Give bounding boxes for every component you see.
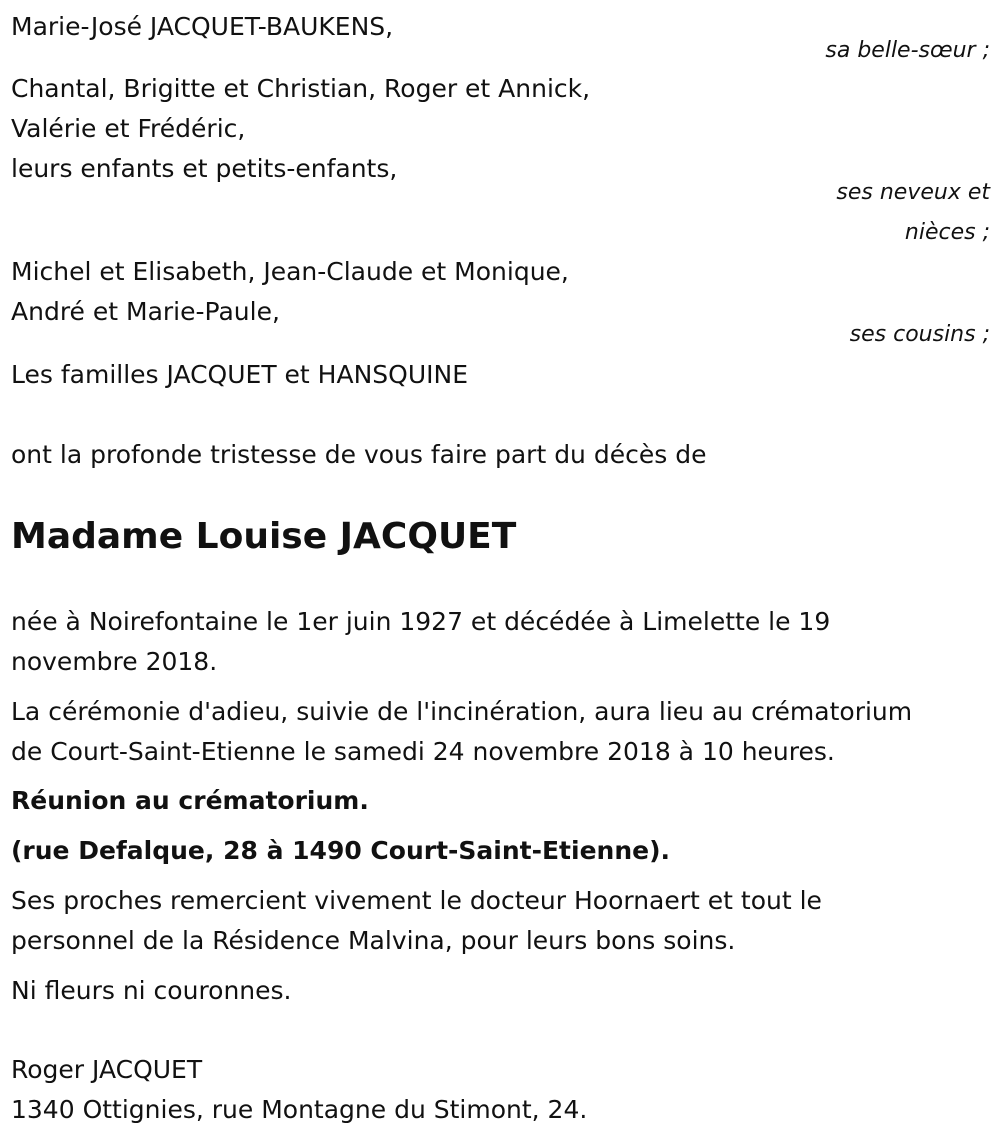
family-role: sa belle-sœur ; bbox=[825, 38, 990, 63]
announcement-text: ont la profonde tristesse de vous faire part du décès de bbox=[11, 440, 707, 469]
family-role: ses cousins ; bbox=[849, 322, 990, 347]
family-role: ses neveux et bbox=[836, 180, 990, 205]
meeting-line: Réunion au crématorium. bbox=[11, 786, 369, 815]
birth-death-line: née à Noirefontaine le 1er juin 1927 et décédée à Limelette le 19 bbox=[11, 607, 831, 636]
thanks-line: personnel de la Résidence Malvina, pour leurs bons soins. bbox=[11, 926, 736, 955]
ceremony-line: La cérémonie d'adieu, suivie de l'incinération, aura lieu au crématorium bbox=[11, 697, 913, 726]
deceased-name: Madame Louise JACQUET bbox=[11, 516, 517, 557]
thanks-line: Ses proches remercient vivement le docteur Hoornaert et tout le bbox=[11, 886, 822, 915]
family-member-line: Michel et Elisabeth, Jean-Claude et Monique, bbox=[11, 257, 569, 286]
contact-address: 1340 Ottignies, rue Montagne du Stimont, 24. bbox=[11, 1095, 588, 1124]
contact-name: Roger JACQUET bbox=[11, 1055, 203, 1084]
family-role: nièces ; bbox=[904, 220, 990, 245]
family-member-line: leurs enfants et petits-enfants, bbox=[11, 154, 398, 183]
flowers-line: Ni fleurs ni couronnes. bbox=[11, 976, 292, 1005]
family-member-line: Les familles JACQUET et HANSQUINE bbox=[11, 360, 468, 389]
family-member-line: Chantal, Brigitte et Christian, Roger et Annick, bbox=[11, 74, 591, 103]
ceremony-line: de Court-Saint-Etienne le samedi 24 novembre 2018 à 10 heures. bbox=[11, 737, 835, 766]
meeting-address-line: (rue Defalque, 28 à 1490 Court-Saint-Etienne). bbox=[11, 836, 671, 865]
family-member-line: Valérie et Frédéric, bbox=[11, 114, 246, 143]
family-member-line: André et Marie-Paule, bbox=[11, 297, 280, 326]
birth-death-line: novembre 2018. bbox=[11, 647, 218, 676]
family-member-line: Marie-José JACQUET-BAUKENS, bbox=[11, 12, 394, 41]
